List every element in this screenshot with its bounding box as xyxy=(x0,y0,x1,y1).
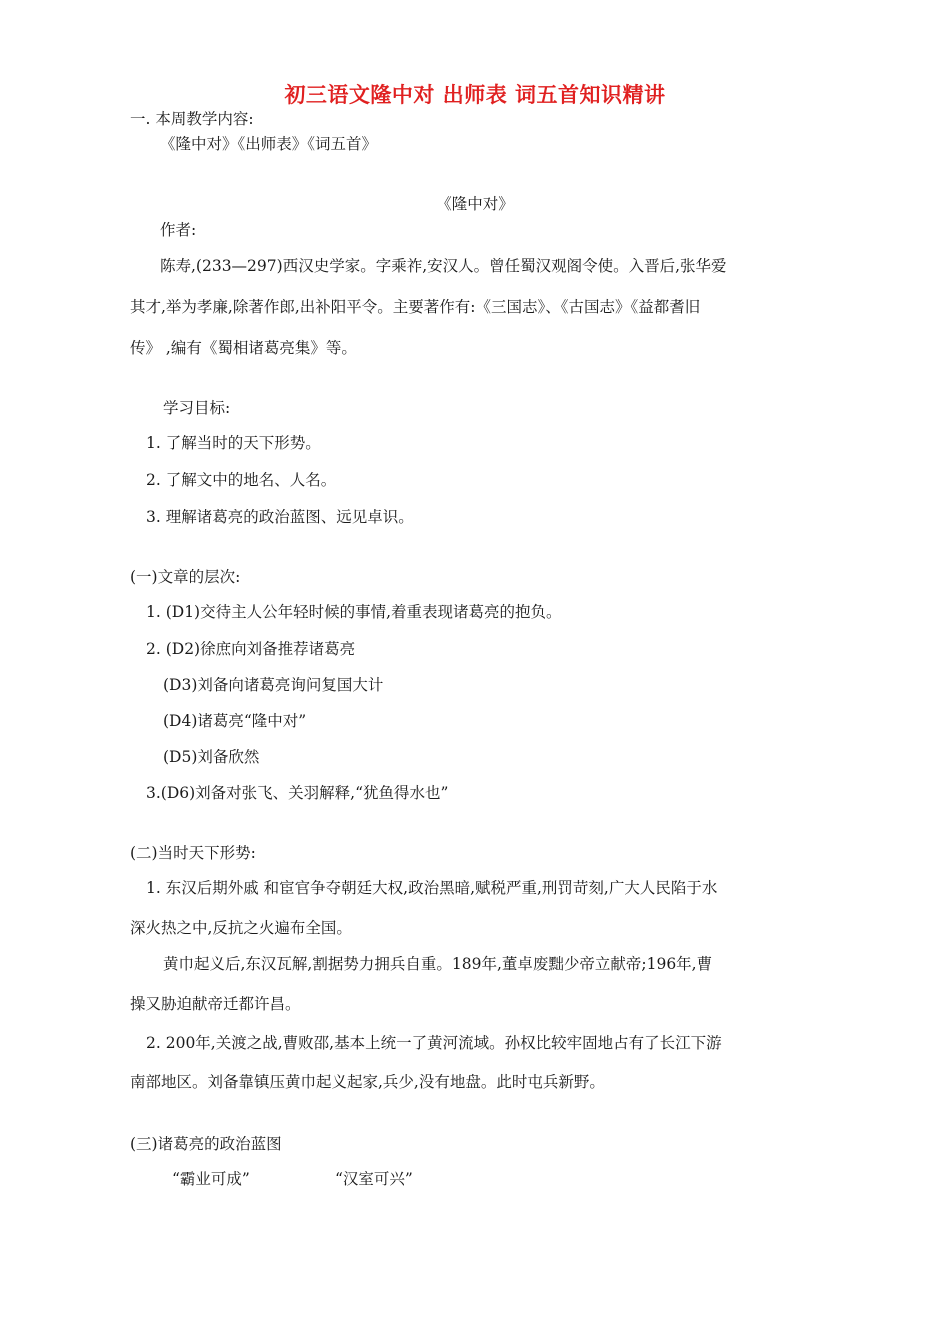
situation-line: 南部地区。刘备靠镇压黄巾起义起家,兵少,没有地盘。此时屯兵新野。 xyxy=(130,1073,605,1091)
situation-line: 1. 东汉后期外戚 和宦官争夺朝廷大权,政治黑暗,赋税严重,刑罚苛刻,广大人民陷于水 xyxy=(146,879,718,897)
blueprint-quote-2: “汉室可兴” xyxy=(335,1170,413,1188)
author-bio-line-2: 其才,举为孝廉,除著作郎,出补阳平令。主要著作有:《三国志》、《古国志》《益都耆旧 xyxy=(130,298,701,316)
goal-item: 2. 了解文中的地名、人名。 xyxy=(146,471,337,489)
structure-item: 3.(D6)刘备对张飞、关羽解释,“犹鱼得水也” xyxy=(146,784,449,802)
structure-item: 1. (D1)交待主人公年轻时候的事情,着重表现诸葛亮的抱负。 xyxy=(146,603,562,621)
structure-item: (D3)刘备向诸葛亮询问复国大计 xyxy=(163,676,384,694)
structure-item: (D4)诸葛亮“隆中对” xyxy=(163,712,307,730)
structure-item: 2. (D2)徐庶向刘备推荐诸葛亮 xyxy=(146,640,356,658)
teaching-texts-list: 《隆中对》《出师表》《词五首》 xyxy=(160,135,378,153)
goal-item: 1. 了解当时的天下形势。 xyxy=(146,434,321,452)
situation-line: 深火热之中,反抗之火遍布全国。 xyxy=(130,919,352,937)
situation-line: 操又胁迫献帝迁都许昌。 xyxy=(130,995,301,1013)
document-title: 初三语文隆中对 出师表 词五首知识精讲 xyxy=(284,83,666,107)
structure-heading: (一)文章的层次: xyxy=(130,568,241,586)
blueprint-quote-1: “霸业可成” xyxy=(172,1170,250,1188)
author-bio-line-3: 传》 ,编有《蜀相诸葛亮集》等。 xyxy=(130,339,357,357)
structure-item: (D5)刘备欣然 xyxy=(163,748,260,766)
author-label: 作者: xyxy=(160,221,197,239)
situation-line: 2. 200年,关渡之战,曹败邵,基本上统一了黄河流域。孙权比较牢固地占有了长江下游 xyxy=(146,1034,722,1052)
longzhongdui-title: 《隆中对》 xyxy=(436,195,514,213)
blueprint-heading: (三)诸葛亮的政治蓝图 xyxy=(130,1135,282,1153)
author-bio-line-1: 陈寿,(233—297)西汉史学家。字乘祚,安汉人。曾任蜀汉观阁令使。入晋后,张华爱 xyxy=(160,257,727,275)
situation-line: 黄巾起义后,东汉瓦解,割据势力拥兵自重。189年,董卓废黜少帝立献帝;196年,曹 xyxy=(163,955,713,973)
section-heading-teaching-content: 一. 本周教学内容: xyxy=(130,110,254,128)
goal-item: 3. 理解诸葛亮的政治蓝图、远见卓识。 xyxy=(146,508,414,526)
situation-heading: (二)当时天下形势: xyxy=(130,844,256,862)
goals-label: 学习目标: xyxy=(163,399,231,417)
